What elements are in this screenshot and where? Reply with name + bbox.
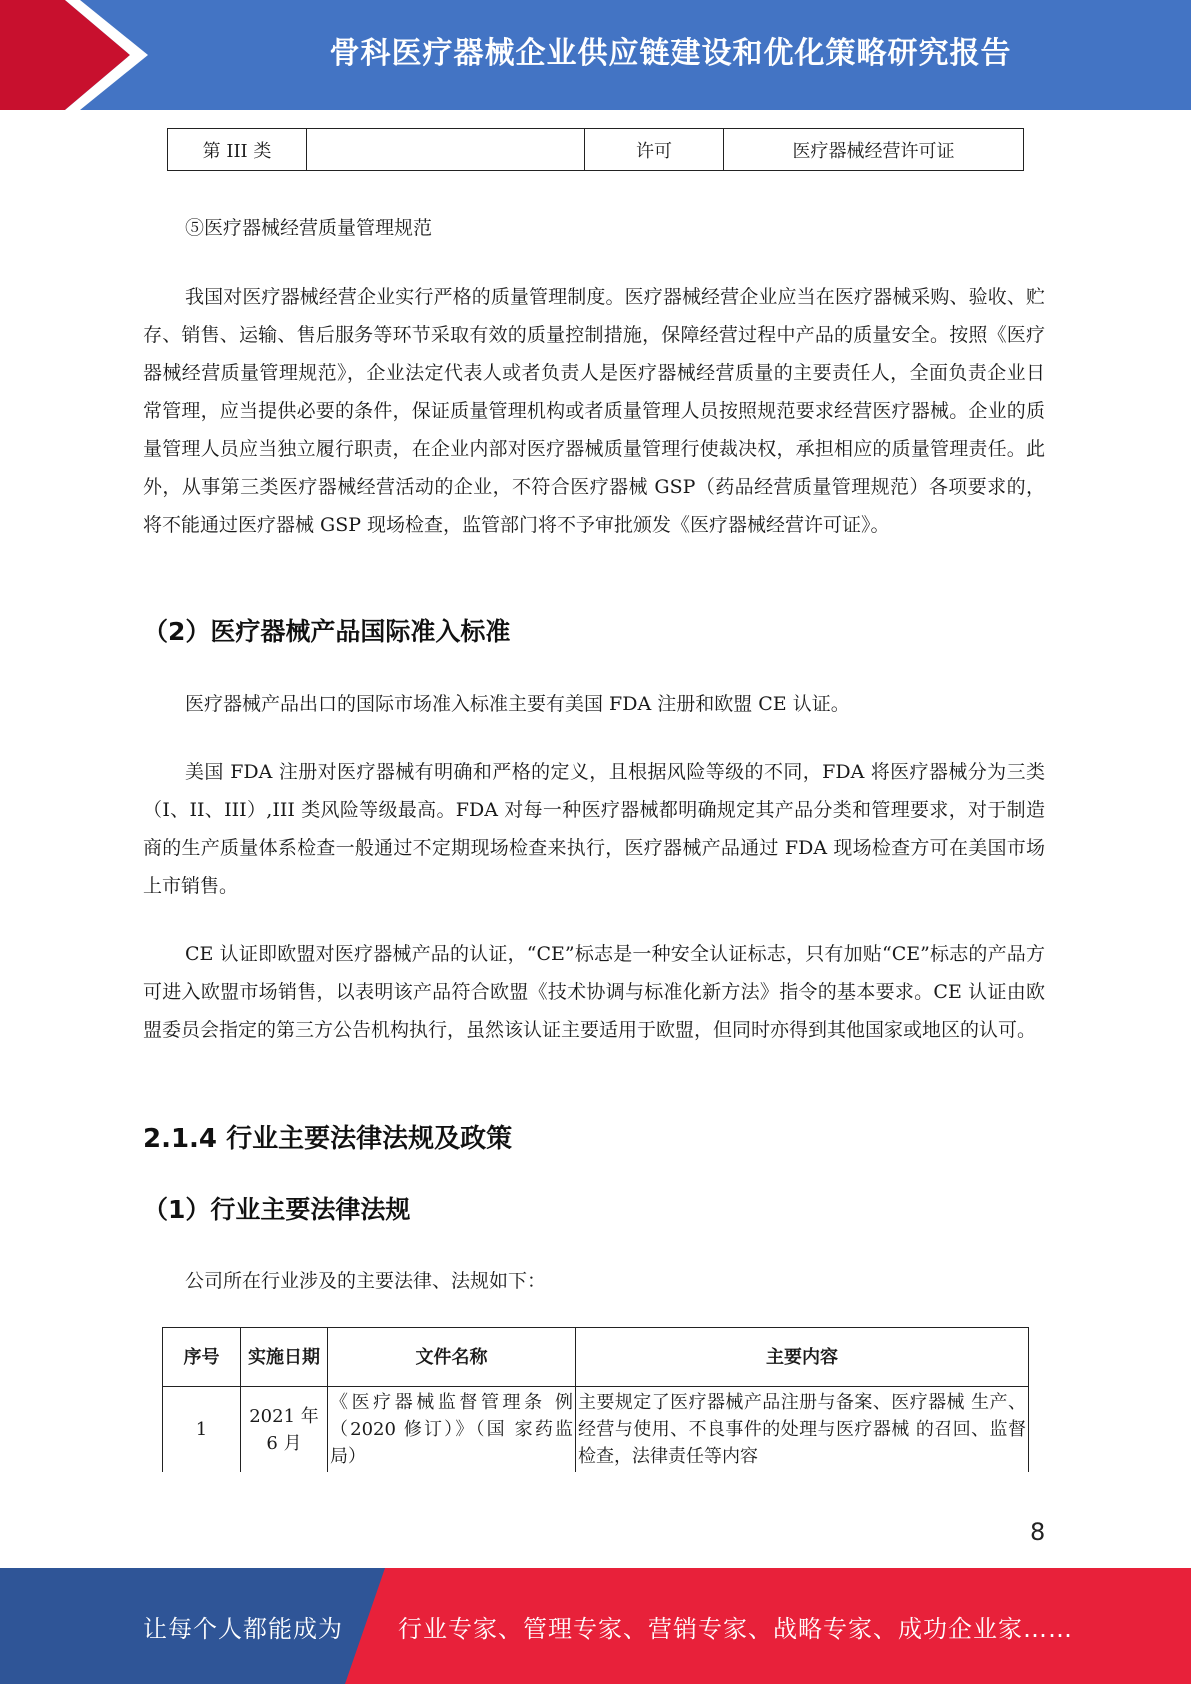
table-cell: 主要规定了医疗器械产品注册与备案、医疗器械 生产、经营与使用、不良事件的处理与医疗器械 的召回、监督检查，法律责任等内容 [576,1387,1029,1473]
table-row [168,129,1024,171]
page-header [0,0,1191,110]
section-heading-214: 2.1.4 行业主要法律法规及政策 [143,1124,513,1154]
sub-heading-laws: （1）行业主要法律法规 [143,1195,411,1224]
column-header: 主要内容 [576,1328,1029,1387]
item-title-gsp: ⑤医疗器械经营质量管理规范 [185,217,433,239]
header-chevron-icon [0,0,160,110]
laws-table [162,1327,1029,1472]
table-cell: 2021 年 6 月 [241,1387,328,1473]
paragraph-fda: 美国 FDA 注册对医疗器械有明确和严格的定义，且根据风险等级的不同，FDA 将医疗器械分为三类（I、II、III）,III 类风险等级最高。FDA 对每一种医疗器械都明确规定其产品分类和管理要求，对于制造商的生产质量体系检查一般通过不定期现场检查来执行，医疗器械产品通过 FDA 现场检查方可在美国市场上市销售。 [143,761,1045,897]
footer-slogan-right: 行业专家、管理专家、营销专家、战略专家、成功企业家…… [398,1614,1073,1643]
report-title: 骨科医疗器械企业供应链建设和优化策略研究报告 [329,36,1012,71]
table-cell: 1 [163,1387,241,1473]
section-heading-intl: （2）医疗器械产品国际准入标准 [143,617,511,646]
table-header-row [163,1328,1029,1387]
table-cell: 《医疗器械监督管理条 例（2020 修订）》（国 家药监局） [328,1387,576,1473]
column-header: 实施日期 [241,1328,328,1387]
column-header: 文件名称 [328,1328,576,1387]
page-number: 8 [1030,1518,1046,1546]
paragraph-intl-1: 医疗器械产品出口的国际市场准入标准主要有美国 FDA 注册和欧盟 CE 认证。 [185,693,850,715]
table-cell: 医疗器械经营许可证 [724,129,1024,171]
footer-slogan-left: 让每个人都能成为 [143,1614,343,1643]
table-cell: 许可 [585,129,724,171]
column-header: 序号 [163,1328,241,1387]
page-footer [0,1568,1191,1684]
table-row [163,1387,1029,1473]
paragraph-gsp: 我国对医疗器械经营企业实行严格的质量管理制度。医疗器械经营企业应当在医疗器械采购、验收、贮存、销售、运输、售后服务等环节采取有效的质量控制措施，保障经营过程中产品的质量安全。按照《医疗器械经营质量管理规范》，企业法定代表人或者负责人是医疗器械经营质量的主要责任人，全面负责企业日常管理，应当提供必要的条件，保证质量管理机构或者质量管理人员按照规范要求经营医疗器械。企业的质量管理人员应当独立履行职责，在企业内部对医疗器械质量管理行使裁决权，承担相应的质量管理责任。此外，从事第三类医疗器械经营活动的企业，不符合医疗器械 GSP（药品经营质量管理规范）各项要求的，将不能通过医疗器械 GSP 现场检查，监管部门将不予审批颁发《医疗器械经营许可证》。 [143,286,1045,536]
license-table [167,128,1024,171]
paragraph-laws-intro: 公司所在行业涉及的主要法律、法规如下： [185,1270,547,1292]
table-cell [307,129,585,171]
paragraph-ce: CE 认证即欧盟对医疗器械产品的认证，“CE”标志是一种安全认证标志，只有加贴“CE”标志的产品方可进入欧盟市场销售，以表明该产品符合欧盟《技术协调与标准化新方法》指令的基本要求。CE 认证由欧盟委员会指定的第三方公告机构执行，虽然该认证主要适用于欧盟，但同时亦得到其他国家或地区的认可。 [143,943,1045,1041]
table-cell: 第 III 类 [168,129,307,171]
